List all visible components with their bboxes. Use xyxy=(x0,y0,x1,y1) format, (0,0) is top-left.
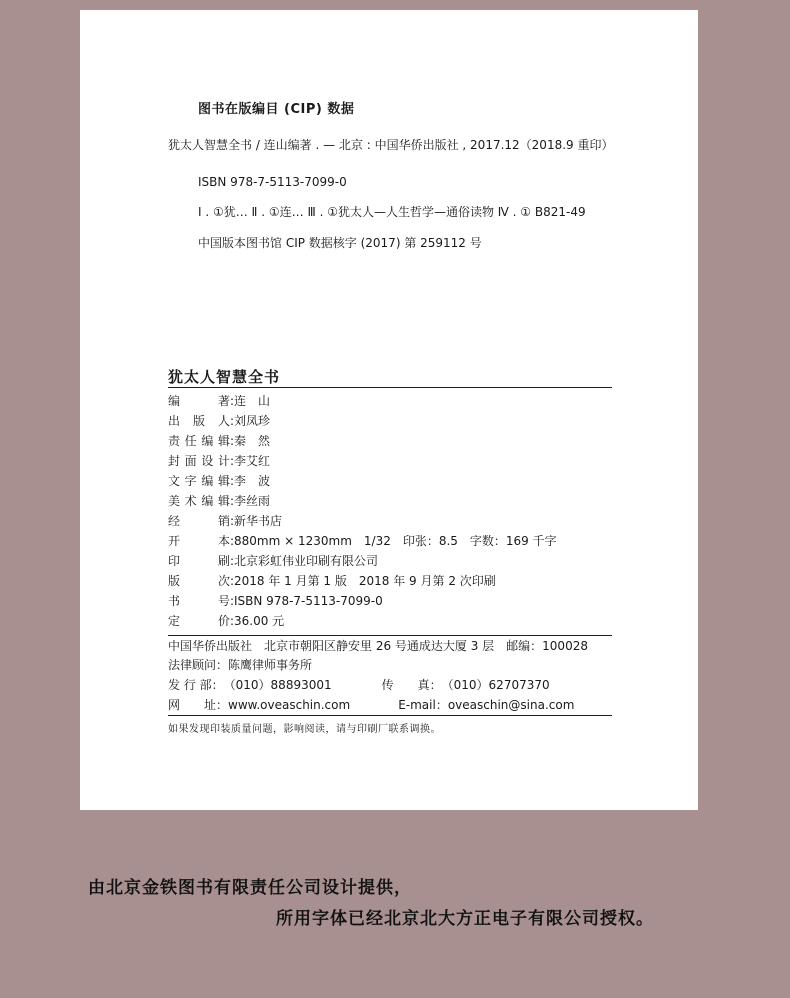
credit-row: 责任编辑:秦 然 xyxy=(168,431,270,451)
credit-label: 责任编辑 xyxy=(168,434,230,448)
credit-label: 文字编辑 xyxy=(168,474,230,488)
cip-entry: 犹太人智慧全书 / 连山编著 . — 北京 : 中国华侨出版社 , 2017.12（2018.9 重印） xyxy=(168,138,614,152)
legal-label: 法律顾问： xyxy=(168,658,229,672)
quality-notice: 如果发现印装质量问题，影响阅读，请与印刷厂联系调换。 xyxy=(168,724,441,735)
credit-value: 36.00 元 xyxy=(234,614,285,628)
footer-credit-line-1: 由北京金铁图书有限责任公司设计提供， xyxy=(88,878,412,898)
credit-row: 版 次:2018 年 1 月第 1 版 2018 年 9 月第 2 次印刷 xyxy=(168,571,496,591)
credit-label: 经 销 xyxy=(168,514,230,528)
credit-label: 印 刷 xyxy=(168,554,230,568)
legal-value: 陈鹰律师事务所 xyxy=(228,658,313,672)
cip-record: 中国版本图书馆 CIP 数据核字 (2017) 第 259112 号 xyxy=(198,236,482,250)
credit-label: 美术编辑 xyxy=(168,494,230,508)
credit-value: 新华书店 xyxy=(234,514,283,528)
credit-row: 出 版 人:刘凤珍 xyxy=(168,411,270,431)
credit-row: 美术编辑:李丝雨 xyxy=(168,491,270,511)
credit-label: 书 号 xyxy=(168,594,230,608)
credit-value: 连 山 xyxy=(234,394,271,408)
credit-row: 书 号:ISBN 978-7-5113-7099-0 xyxy=(168,591,383,611)
credit-value: 2018 年 1 月第 1 版 2018 年 9 月第 2 次印刷 xyxy=(234,574,496,588)
cip-title: 图书在版编目 (CIP) 数据 xyxy=(198,102,355,117)
book-copyright-page xyxy=(80,10,698,810)
publisher-address: 中国华侨出版社 北京市朝阳区静安里 26 号通成达大厦 3 层 邮编：100028 xyxy=(168,639,588,653)
credit-label: 版 次 xyxy=(168,574,230,588)
credit-label: 定 价 xyxy=(168,614,230,628)
credit-value: 李丝雨 xyxy=(234,494,271,508)
credit-row: 文字编辑:李 波 xyxy=(168,471,270,491)
credit-value: 李 波 xyxy=(234,474,271,488)
divider xyxy=(168,715,612,716)
cip-classification: Ⅰ . ①犹… Ⅱ . ①连… Ⅲ . ①犹太人—人生哲学—通俗读物 Ⅳ . ① B821-49 xyxy=(198,205,586,219)
cip-isbn: ISBN 978-7-5113-7099-0 xyxy=(198,175,347,189)
book-title: 犹太人智慧全书 xyxy=(168,368,281,386)
credit-row: 印 刷:北京彩虹伟业印刷有限公司 xyxy=(168,551,378,571)
credit-value: 秦 然 xyxy=(234,434,271,448)
divider xyxy=(168,387,612,388)
legal-advisor-row xyxy=(168,656,312,674)
fax-label: 传 真： xyxy=(381,678,442,692)
credit-value: 李艾红 xyxy=(234,454,271,468)
footer-credit-line-2: 所用字体已经北京北大方正电子有限公司授权。 xyxy=(276,909,654,929)
fax-value: （010）62707370 xyxy=(441,678,550,692)
credit-row: 封面设计:李艾红 xyxy=(168,451,270,471)
email-label: E-mail： xyxy=(398,698,448,712)
credit-value: ISBN 978-7-5113-7099-0 xyxy=(234,594,383,608)
credit-value: 北京彩虹伟业印刷有限公司 xyxy=(234,554,379,568)
web-value: www.oveaschin.com xyxy=(228,698,351,712)
credit-row: 经 销:新华书店 xyxy=(168,511,282,531)
credit-row: 定 价:36.00 元 xyxy=(168,611,284,631)
credit-label: 编 著 xyxy=(168,394,230,408)
credit-row: 编 著:连 山 xyxy=(168,391,270,411)
distribution-label: 发 行 部： xyxy=(168,678,224,692)
credit-value: 880mm × 1230mm 1/32 印张：8.5 字数：169 千字 xyxy=(234,534,557,548)
credit-label: 封面设计 xyxy=(168,454,230,468)
credit-row: 开 本:880mm × 1230mm 1/32 印张：8.5 字数：169 千字 xyxy=(168,531,557,551)
credit-label: 出 版 人 xyxy=(168,414,230,428)
divider xyxy=(168,635,612,636)
web-row xyxy=(168,696,574,714)
credit-label: 开 本 xyxy=(168,534,230,548)
credit-value: 刘凤珍 xyxy=(234,414,271,428)
distribution-row xyxy=(168,676,550,694)
web-label: 网 址： xyxy=(168,698,229,712)
email-value: oveaschin@sina.com xyxy=(447,698,575,712)
distribution-value: （010）88893001 xyxy=(223,678,332,692)
